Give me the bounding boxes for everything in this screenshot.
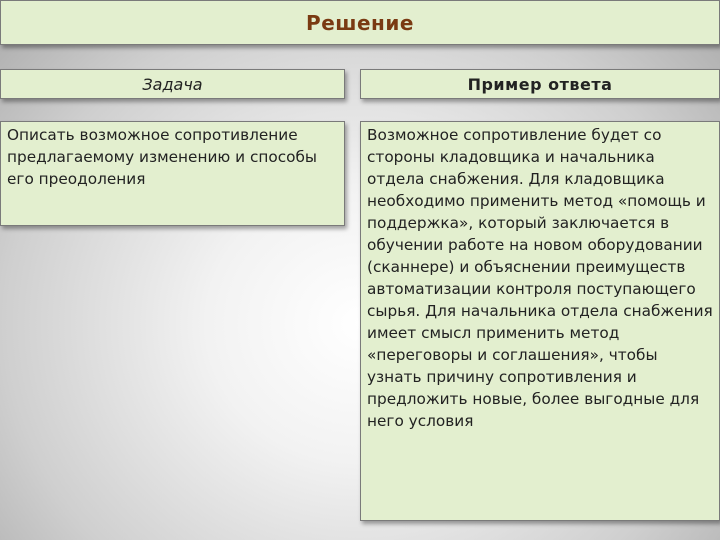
answer-cell <box>360 121 720 521</box>
title-bar <box>0 0 720 45</box>
column-header-answer <box>360 69 720 99</box>
page-title: Решение <box>306 10 414 35</box>
column-header-answer-label: Пример ответа <box>467 74 613 94</box>
answer-text: Возможное сопротивление будет со стороны кладовщика и начальника отдела снабжения. Для кладовщика необходимо применить метод «помощь и поддержка», который заключается в обучении работе на новом оборудовании (сканнере) и объяснении преимуществ автоматизации контроля поступающего сырья. Для начальника отдела снабжения имеет смысл применить метод «переговоры и соглашения», чтобы узнать причину сопротивления и предложить новые, более выгодные для него условия <box>367 126 713 430</box>
column-header-task-label: Задача <box>142 74 203 94</box>
task-text: Описать возможное сопротивление предлагаемому изменению и способы его преодоления <box>7 126 318 188</box>
column-header-task <box>0 69 345 99</box>
task-cell <box>0 121 345 226</box>
